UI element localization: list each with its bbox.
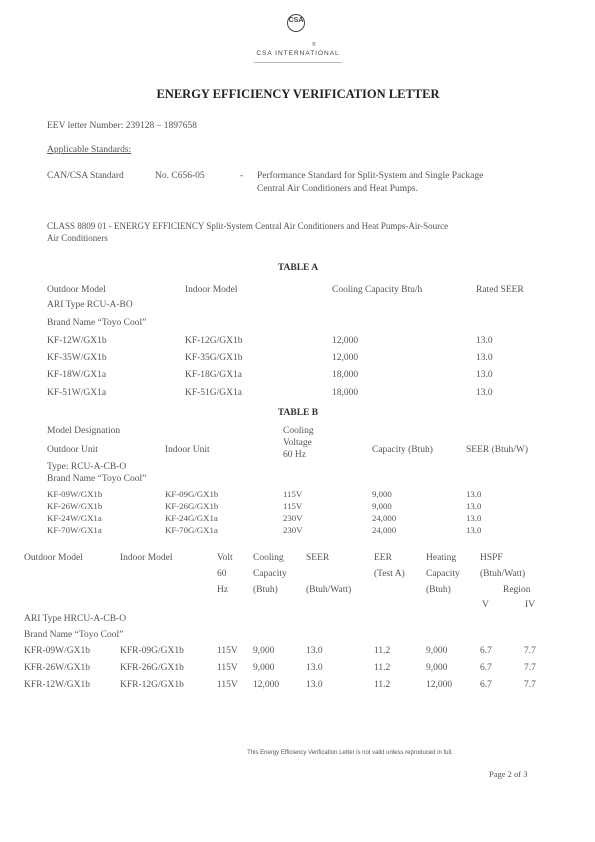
table-c-type: ARI Type HRCU-A-CB-O [24,614,127,624]
table-c-cell: 115V [217,663,238,673]
table-c-cell: 11.2 [374,663,391,673]
table-c-cell: KFR-12G/GX1b [120,680,184,690]
table-c-cell: 6.7 [480,680,492,690]
table-b-type: Type: RCU-A-CB-O [47,462,127,472]
table-b-cell: 24,000 [372,513,397,523]
table-a-header-seer: Rated SEER [476,285,524,295]
class-line-2: Air Conditioners [47,233,108,243]
reg-mark: ® [312,42,316,48]
table-c-header-cooling-unit: (Btuh) [253,585,278,595]
table-c-cell: 6.7 [480,663,492,673]
table-a-cell: KF-12G/GX1b [185,336,243,346]
table-a-cell: 13.0 [476,353,493,363]
table-c-header-volt-hz: Hz [217,585,229,595]
table-a-cell: 13.0 [476,370,493,380]
table-a-cell: KF-51G/GX1a [185,388,242,398]
csa-logo-icon: CSA [287,14,305,32]
table-c-header-eer: EER [374,553,392,563]
table-a-cell: KF-12W/GX1b [47,336,107,346]
table-a-header-indoor: Indoor Model [185,285,238,295]
table-c-header-heating-unit: (Btuh) [426,585,451,595]
table-c-cell: 13.0 [306,680,323,690]
table-b-cell: KF-70G/GX1a [165,525,218,535]
table-a-brand: Brand Name “Toyo Cool” [47,318,147,328]
table-c-header-indoor: Indoor Model [120,553,173,563]
table-a-header-outdoor: Outdoor Model [47,285,106,295]
table-a-title: TABLE A [277,263,319,273]
table-a-cell: KF-35W/GX1b [47,353,107,363]
table-c-cell: 13.0 [306,663,323,673]
table-b-cell: 24,000 [372,525,397,535]
table-b-cell: 13.0 [466,489,482,499]
table-c-cell: KFR-09G/GX1b [120,646,184,656]
footer-note: This Energy Efficiency Verification Letter is not valid unless reproduced in full. [247,750,453,756]
table-a-cell: KF-35G/GX1b [185,353,243,363]
org-name: CSA INTERNATIONAL [256,50,340,57]
table-a-cell: 13.0 [476,336,493,346]
table-b-cooling-label: Cooling [283,426,314,436]
table-c-cell: 9,000 [426,646,448,656]
table-a-cell: KF-18W/GX1a [47,370,107,380]
table-b-brand: Brand Name “Toyo Cool” [47,474,147,484]
table-c-cell: 7.7 [524,663,536,673]
table-c-header-volt-60: 60 [217,569,227,579]
table-c-cell: 11.2 [374,680,391,690]
table-b-hz-label: 60 Hz [283,450,306,460]
table-b-cell: KF-26G/GX1b [165,501,219,511]
table-c-header-cooling: Cooling [253,553,284,563]
table-b-cell: KF-24G/GX1a [165,513,218,523]
table-b-cell: 13.0 [466,513,482,523]
table-a-cell: KF-18G/GX1a [185,370,242,380]
table-a-cell: KF-51W/GX1a [47,388,107,398]
table-c-cell: KFR-09W/GX1b [24,646,90,656]
table-a-header-capacity: Cooling Capacity Btu/h [332,285,423,295]
table-a-type: ARI Type RCU-A-BO [47,300,133,310]
std-desc-line-2: Central Air Conditioners and Heat Pumps. [257,184,418,194]
table-c-header-hspf: HSPF [480,553,503,563]
table-b-cell: 230V [283,513,303,523]
page-number: Page 2 of 3 [489,769,528,779]
table-b-voltage-label: Voltage [283,438,312,448]
table-c-header-hspf-unit: (Btuh/Watt) [480,569,526,579]
table-b-cell: 9,000 [372,489,392,499]
table-b-cell: KF-26W/GX1b [47,501,103,511]
class-line-1: CLASS 8809 01 - ENERGY EFFICIENCY Split-System Central Air Conditioners and Heat Pumps-Air-Source [47,221,449,231]
table-c-header-region: Region [503,585,531,595]
table-c-cell: 9,000 [253,646,275,656]
page-title: ENERGY EFFICIENCY VERIFICATION LETTER [156,87,440,101]
table-c-cell: 11.2 [374,646,391,656]
table-c-header-volt: Volt [217,553,233,563]
table-b-header-outdoor: Outdoor Unit [47,445,98,455]
table-c-cell: KFR-26G/GX1b [120,663,184,673]
table-c-cell: 7.7 [524,680,536,690]
table-b-title: TABLE B [277,408,319,418]
table-c-brand: Brand Name “Toyo Cool” [24,630,124,640]
table-c-header-cooling-capacity: Capacity [253,569,287,579]
table-b-header-capacity: Capacity (Btuh) [372,445,433,455]
table-c-cell: KFR-12W/GX1b [24,680,90,690]
table-c-cell: 115V [217,680,238,690]
table-c-cell: 115V [217,646,238,656]
applicable-standards-heading: Applicable Standards: [47,145,132,155]
table-c-header-seer: SEER [306,553,330,563]
table-c-header-heating-capacity: Capacity [426,569,460,579]
header-rule [254,62,342,63]
table-c-cell: 12,000 [426,680,453,690]
table-b-model-designation: Model Designation [47,426,121,436]
table-a-cell: 12,000 [332,336,359,346]
std-number: No. C656-05 [155,171,205,181]
table-b-cell: 13.0 [466,525,482,535]
table-b-cell: KF-09W/GX1b [47,489,103,499]
table-b-cell: KF-24W/GX1a [47,513,102,523]
table-b-cell: 230V [283,525,303,535]
table-a-cell: 13.0 [476,388,493,398]
table-a-cell: 18,000 [332,370,359,380]
table-a-cell: 12,000 [332,353,359,363]
table-c-cell: 12,000 [253,680,280,690]
table-b-cell: 115V [283,489,303,499]
table-c-cell: 9,000 [253,663,275,673]
table-c-cell: KFR-26W/GX1b [24,663,90,673]
table-b-cell: 9,000 [372,501,392,511]
table-a-cell: 18,000 [332,388,359,398]
std-dash: - [240,171,244,181]
table-c-cell: 13.0 [306,646,323,656]
table-c-header-heating: Heating [426,553,457,563]
eev-number: EEV letter Number: 239128 – 1897658 [47,121,197,131]
table-b-header-indoor: Indoor Unit [165,445,210,455]
table-c-cell: 7.7 [524,646,536,656]
table-b-header-seer: SEER (Btuh/W) [466,445,529,455]
std-org: CAN/CSA Standard [47,171,124,181]
table-c-header-region-v: V [482,600,489,610]
table-b-cell: 13.0 [466,501,482,511]
table-c-header-outdoor: Outdoor Model [24,553,83,563]
table-c-header-eer-test: (Test A) [374,569,405,579]
std-desc-line-1: Performance Standard for Split-System and Single Package [257,171,484,181]
table-c-header-region-iv: IV [525,600,536,610]
table-c-cell: 6.7 [480,646,492,656]
table-b-cell: 115V [283,501,303,511]
table-c-header-seer-unit: (Btuh/Watt) [306,585,352,595]
table-b-cell: KF-09G/GX1b [165,489,219,499]
table-b-cell: KF-70W/GX1a [47,525,102,535]
table-c-cell: 9,000 [426,663,448,673]
